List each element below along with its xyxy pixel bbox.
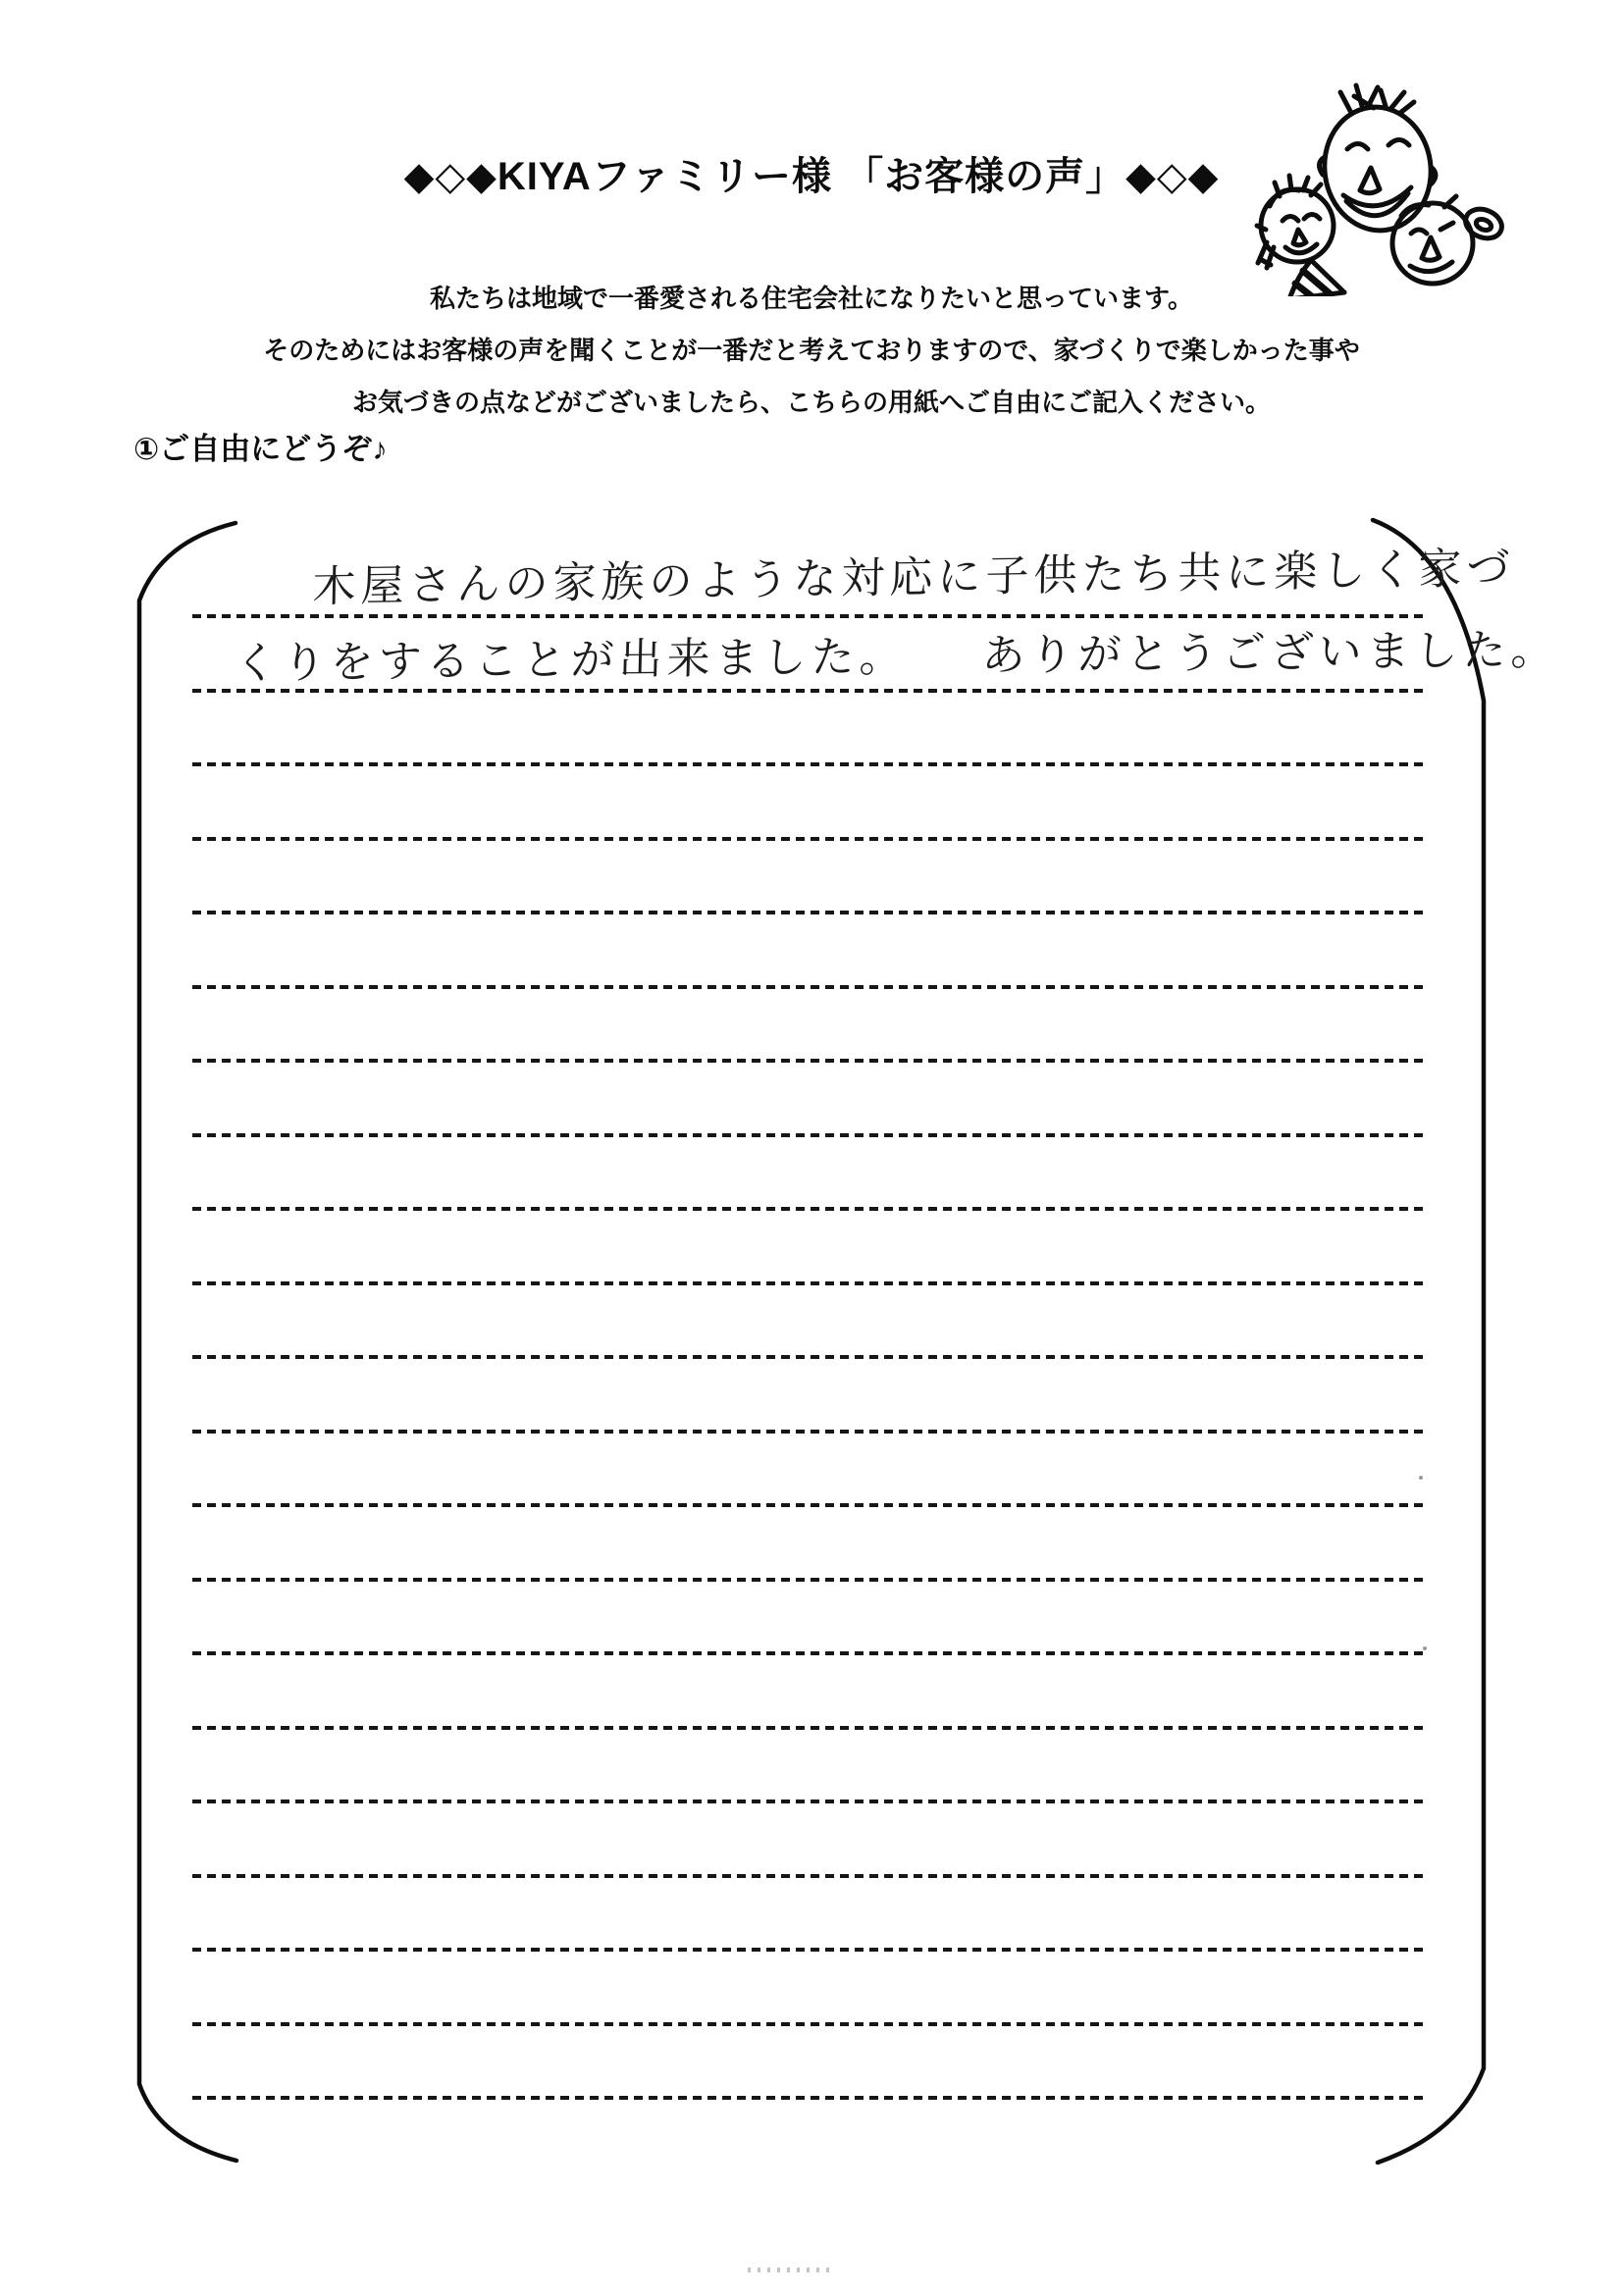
page-title: ◆◇◆KIYAファミリー様 「お客様の声」◆◇◆ bbox=[403, 155, 1220, 198]
dotted-writing-line bbox=[192, 2096, 1427, 2100]
scan-speck-row bbox=[748, 2268, 832, 2272]
dotted-writing-line bbox=[192, 1874, 1427, 1878]
dotted-writing-line bbox=[192, 1578, 1427, 1582]
handwritten-comment-line-1: 木屋さんの家族のような対応に子供たち共に楽しく家づ bbox=[312, 544, 1515, 611]
dotted-writing-line bbox=[192, 2022, 1427, 2026]
frame-left-edge bbox=[139, 523, 236, 2161]
intro-line-2: そのためにはお客様の声を聞くことが一番だと考えておりますので、家づくりで楽しかった事や bbox=[263, 336, 1360, 365]
dotted-writing-line bbox=[192, 1059, 1427, 1063]
dotted-writing-line bbox=[192, 1726, 1427, 1730]
father-face bbox=[1317, 85, 1439, 237]
frame-right-edge bbox=[1373, 520, 1484, 2163]
intro-line-1: 私たちは地域で一番愛される住宅会社になりたいと思っています。 bbox=[430, 284, 1193, 313]
dotted-writing-line bbox=[192, 1651, 1427, 1655]
scan-speck bbox=[1419, 1476, 1423, 1480]
family-doodle-illustration bbox=[1252, 80, 1505, 296]
dotted-writing-line bbox=[192, 1355, 1427, 1359]
dotted-writing-line bbox=[192, 762, 1427, 766]
dotted-writing-line bbox=[192, 1430, 1427, 1434]
dotted-writing-line bbox=[192, 1133, 1427, 1137]
intro-line-3: お気づきの点などがございましたら、こちらの用紙へご自由にご記入ください。 bbox=[351, 388, 1271, 417]
response-frame bbox=[126, 508, 1492, 2170]
free-comment-prompt: ①ご自由にどうぞ♪ bbox=[133, 432, 388, 466]
child-face-right bbox=[1392, 196, 1505, 284]
dotted-writing-line bbox=[192, 911, 1427, 914]
dotted-writing-line bbox=[192, 1800, 1427, 1803]
handwritten-comment-line-2: くりをすることが出来ました。 ありがとうございました。 bbox=[234, 625, 1560, 688]
intro-paragraph bbox=[0, 273, 1623, 429]
dotted-writing-line bbox=[192, 1207, 1427, 1211]
dotted-writing-line bbox=[192, 1503, 1427, 1507]
dotted-writing-line bbox=[192, 837, 1427, 841]
scan-speck bbox=[1423, 1646, 1427, 1650]
dotted-writing-line bbox=[192, 1281, 1427, 1285]
dotted-writing-line bbox=[192, 1948, 1427, 1952]
dotted-writing-line bbox=[192, 985, 1427, 989]
